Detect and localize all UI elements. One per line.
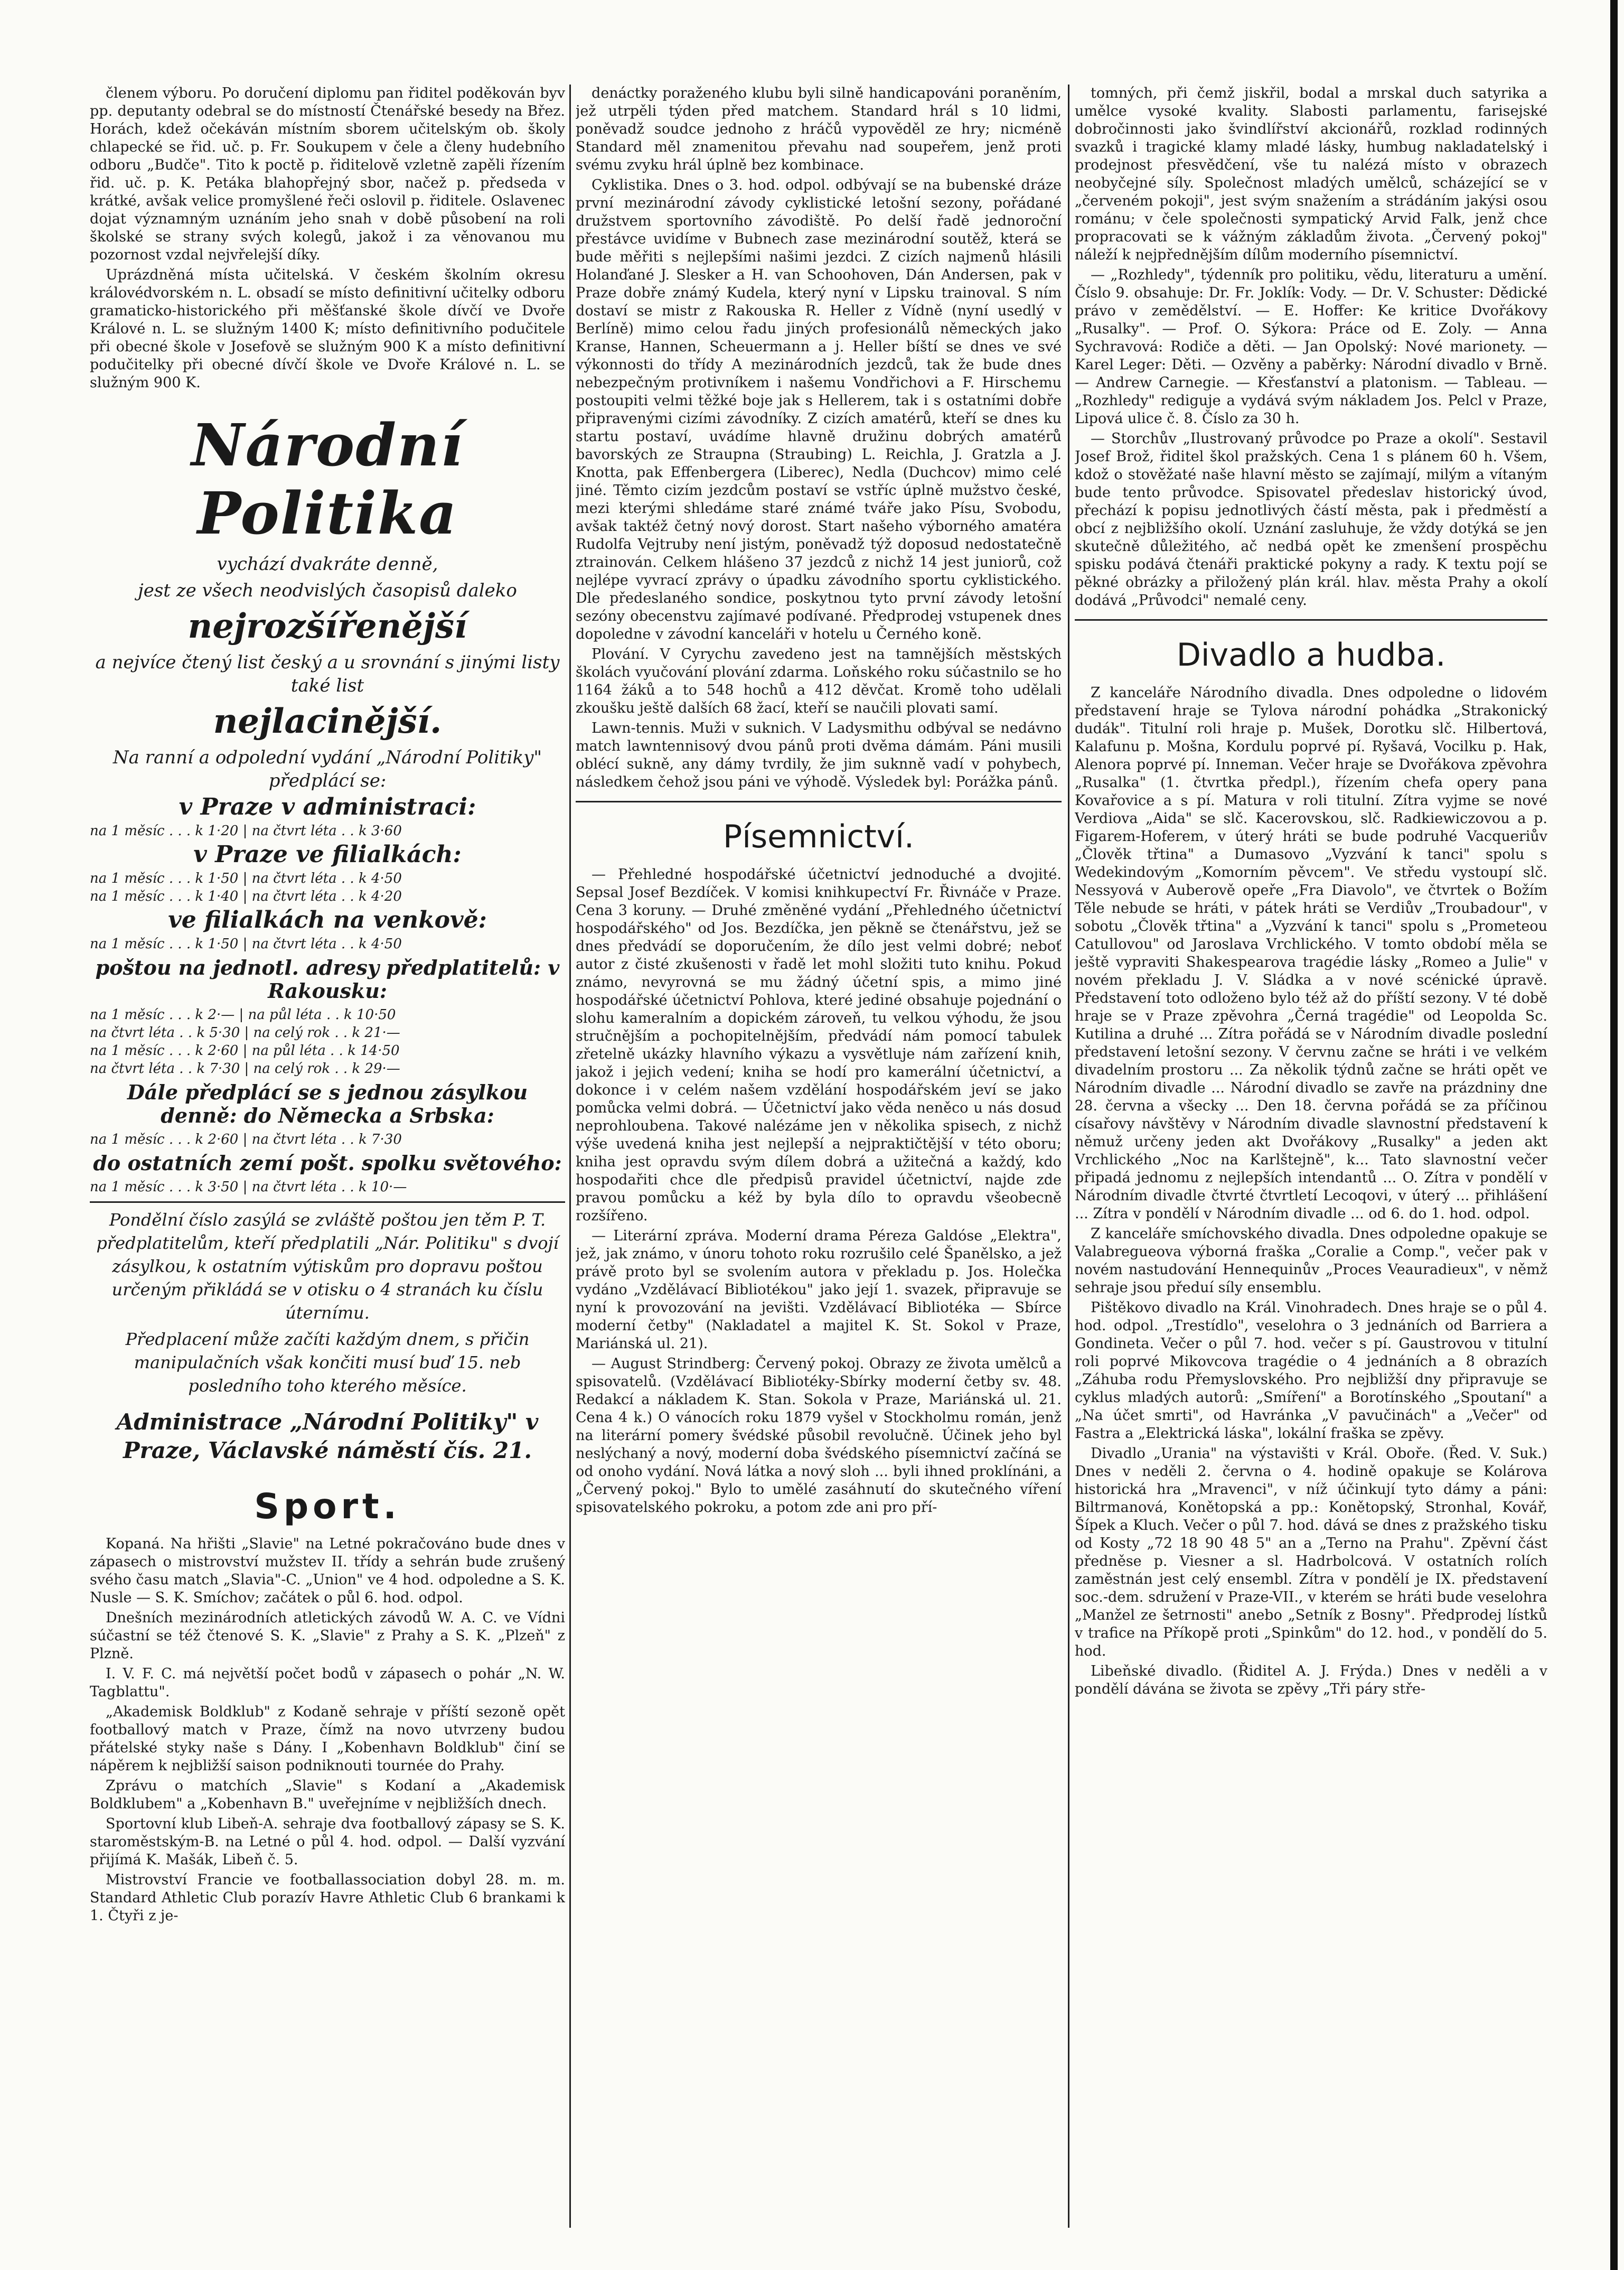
ad-subhead: ve filialkách na venkově: <box>168 907 487 933</box>
paragraph: Pištěkovo divadlo na Král. Vinohradech. Dnes hraje se o půl 4. hod. odpol. „Trestídlo", veselohra o 3 jednáních od Barriera a Gondineta. Večer o půl 7. hod. večer s pí. Gaustrovou v titulní roli poprvé Mikovcova tragédie o 4 jednáních a 8 obrazích „Záhuba rodu Přemyslovského. Pro nejbližší dny připravuje se cyklus mladých autorů: „Smíření" a Borotínského „Spoutaní" a „Na účet smrti", od Havránka „V pavučinách" a „Večer" od Fastra a „Elektrická láska", lokální fraška se zpěvy. <box>1075 1300 1547 1442</box>
paragraph: Dnešních mezinárodních atletických závodů W. A. C. ve Vídni súčastní se též čtenové S. K. „Slavie" z Prahy a S. K. „Plzeň" z Plzně. <box>90 1610 565 1662</box>
ad-line: Na ranní a odpolední vydání „Národní Politiky" předplácí se: <box>112 747 542 791</box>
paragraph: Z kanceláře smíchovského divadla. Dnes odpoledne opakuje se Valabregueova výborná fraška „Coralie a Comp.", večer pak v novém nastudování Hennequinův „Proces Veauradieux", v němž sehraje jsou předuí síly ensemblu. <box>1075 1226 1547 1296</box>
ad-footer: Pondělní číslo zasýlá se zvláště poštou jen těm P. T. předplatitelům, kteří předplatili „Nár. Politiku" s dvojí zásylkou, k ostatním výtiskům pro dopravu poštou určeným přikládá se v otisku o 4 stranách ku číslu úternímu. <box>96 1210 559 1323</box>
paragraph: Sportovní klub Libeň-A. sehraje dva footballový zápasy se S. K. staroměstským-B. na Letné o půl 4. hod. odpol. — Další vyzvání přijímá K. Mašák, Libeň č. 5. <box>90 1816 565 1868</box>
price-row: na čtvrt léta . . k 5·30 | na celý rok . . k 21·— <box>90 1025 400 1041</box>
paragraph: Zprávu o matchích „Slavie" s Kodaní a „Akademisk Boldklubem" a „Kobenhavn B." uveřejníme v nejbližších dnech. <box>90 1778 565 1812</box>
paragraph: denáctky poraženého klubu byli silně handicapováni poraněním, jež utrpěli týden před matchem. Standard hrál s 10 lidmi, poněvadž soudce jednoho z hráčů vypověděl ze hry; nicméně Standard měl znamenitou převahu nad soupeřem, jenž proti svému zvyku hrál úplně bez kombinace. <box>576 85 1062 173</box>
paragraph: — Storchův „Ilustrovaný průvodce po Praze a okolí". Sestavil Josef Brož, řiditel škol pražských. Cena 1 s plánem 60 h. Všem, kdož o stověžaté naše hlavní město se zajímají, milým a vítaným bude tento průvodce. Spisovatel předeslav historický úvod, přechází k popisu jednotlivých částí města, pak i předměstí a obcí z nejbližšího okolí. Uznání zasluhuje, že vždy dotýká se jen skutečně důležitého, ač nedbá opět ke zmenšení prospěchu spisku podává čtenáři praktické pokyny a rady. K textu pojí se pěkné obrázky a přiložený plán král. hlav. města Prahy a okolí dodává „Průvodci" nemalé ceny. <box>1075 431 1547 609</box>
ad-subhead: v Praze v administraci: <box>179 793 476 820</box>
paragraph: Libeňské divadlo. (Řiditel A. J. Frýda.) Dnes v neděli a v pondělí dávána se života se zpěvy „Tři páry stře- <box>1075 1663 1547 1697</box>
paragraph: I. V. F. C. má největší počet bodů v zápasech o pohár „N. W. Tagblattu". <box>90 1666 565 1700</box>
price-row: na 1 měsíc . . . k 3·50 | na čtvrt léta . . k 10·— <box>90 1179 407 1195</box>
ad-headline: nejrozšířenější <box>187 606 467 646</box>
ad-footer: Předplacení může začíti každým dnem, s přičin manipulačních však končiti musí buď 15. neb posledního toho kterého měsíce. <box>125 1329 530 1396</box>
ad-headline: nejlacinější. <box>213 702 442 741</box>
writing-heading: Písemnictví. <box>723 818 914 855</box>
ad-banner: Národní Politika <box>191 411 464 547</box>
sport-heading: Sport. <box>254 1486 401 1527</box>
ad-subhead: poštou na jednotl. adresy předplatitelů: v Rakousku: <box>95 956 560 1003</box>
column-rule-2 <box>1068 85 1069 2228</box>
theatre-heading: Divadlo a hudba. <box>1176 637 1446 674</box>
column-rule-1 <box>569 85 571 2228</box>
paragraph: Kopaná. Na hřišti „Slavie" na Letné pokračováno bude dnes v zápasech o mistrovství mužstev II. třídy a sehrán bude zrušený svého času match „Slavia"-C. „Union" ve 4 hod. odpoledne a S. K. Nusle — S. K. Smíchov; začátek o půl 6. hod. odpol. <box>90 1536 565 1606</box>
ad-line: vychází dvakráte denně, <box>217 554 438 575</box>
divider <box>1075 619 1547 621</box>
ad-line: a nejvíce čtený list český a u srovnání s jinými listy také list <box>95 652 560 696</box>
paragraph: Mistrovství Francie ve footballassociation dobyl 28. m. m. Standard Athletic Club porazív Havre Athletic Club 6 brankami k 1. Čtyři z je- <box>90 1872 565 1924</box>
paragraph: Z kanceláře Národního divadla. Dnes odpoledne o lidovém představení hraje se Tylova národní pohádka „Strakonický dudák". Titulní roli hraje p. Mušek, Dorotku slč. Hilbertová, Kalafunu p. Mošna, Kordulu poprvé pí. Ryšavá, Vocilku p. Hak, Alenora poprvé pí. Inneman. Večer hraje se Dvořákova zpěvohra „Rusalka" (1. čtvrtka předpl.), řízením chefa opery pana Kovařovice a s pí. Matura v roli titulní. Zítra vyjme se nové Verdiova „Aida" se slč. Kacerovskou, slč. Radkiewiczovou a p. Figarem-Hoferem, v úterý hráti se bude podruhé Vacqueriův „Člověk třtina" a Dumasovo „Vyzvání k tanci" spolu s Wedekindovým „Komorním pěvcem". Ve středu vystoupí slč. Nessyová v Auberově opeře „Fra Diavolo", ve čtvrtek o Božím Těle nebude se hráti, v pátek hráti se Verdiův „Troubadour", v sobotu „Člověk třtina" a „Vyzvání k tanci" spolu s „Prometeou Catullovou" od Jaroslava Vrchlického. V tomto období měla se ještě vypraviti Shakespearova tragédie lásky „Romeo a Julie" v novém překladu J. V. Sládka a v nové scénické úpravě. Představení toto odloženo bylo též až do příští sezony. V té době hraje se v Praze zpěvohra „Černá tragédie" od Leopolda Sc. Kutilina a druhé ... Zítra pořádá se v Národním divadle poslední představení letošní sezony. V červnu začne se hráti i ve velkém divadelním prostoru ... Za několik týdnů začne se hráti opět ve Národním divadle ... Národní divadlo se zavře na prázdniny dne 28. června a všecky ... Den 18. června pořádá se za příčinou císařovy návštěvy v Národním divadle slavnostní představení k němuž určeny jeden akt Dvořákovy „Rusalky" a jeden akt Vrchlického „Noc na Karlštejně", k... Tato slavnostní večer připadá jednomu z nejlepších intendantů ... O. Zítra v pondělí v Národním divadle čtvrté čtvrtletí Lecoqovi, v úterý ... přihlášení ... Zítra v pondělí v Národním divadle ... od 6. do 1. hod. odpol. <box>1075 685 1547 1222</box>
column-3 <box>1075 85 1547 2238</box>
ad-administration: Administrace „Národní Politiky" v Praze, Václavské náměstí čís. 21. <box>116 1409 539 1463</box>
divider <box>90 1201 565 1203</box>
price-row: na 1 měsíc . . . k 1·50 | na čtvrt léta . . k 4·50 <box>90 936 402 952</box>
paragraph: členem výboru. Po doručení diplomu pan řiditel poděkován byv pp. deputanty odebral se do místností Čtenářské besedy na Břez. Horách, kdež očekáván místním sborem učitelským ob. školy chlapecké se řid. uč. p. Fr. Soukupem v čele a členy hudebního odboru „Budče". Tito k poctě p. řiditelově vzletně zapěli řízením řid. uč. p. K. Petáka blahopřejný sbor, načež p. předseda v krátké, avšak velice promyšlené řeči oslovil p. řiditele. Oslavenec dojat významným uznáním jeho snah v době působení na roli školské se strany svých kolegů, jakož i za věnovanou mu pozornost vzdal nejvřelejší díky. <box>90 85 565 263</box>
price-row: na 1 měsíc . . . k 2·60 | na čtvrt léta . . k 7·30 <box>90 1132 402 1147</box>
paragraph: Plování. V Cyrychu zavedeno jest na tamnějších městských školách vyučování plování zdarma. Loňského roku súčastnilo se ho 1164 žáků a to 548 hochů a 412 děvčat. Kromě toho udělali zkoušku ještě dalších 68 žací, kteří se naučili plovati samí. <box>576 646 1062 716</box>
ad-line: jest ze všech neodvislých časopisů daleko <box>138 580 517 601</box>
price-row: na 1 měsíc . . . k 2·— | na půl léta . . k 10·50 <box>90 1007 396 1023</box>
divider <box>576 801 1062 802</box>
paragraph: „Akademisk Boldklub" z Kodaně sehraje v příští sezoně opět footballový match v Praze, čímž na novo utvrzeny budou přátelské styky naše s Dány. I „Kobenhavn Boldklub" činí se nápěrem k nejbližší saison podniknouti tournée do Prahy. <box>90 1704 565 1774</box>
column-1 <box>90 85 565 2238</box>
price-row: na 1 měsíc . . . k 2·60 | na půl léta . . k 14·50 <box>90 1043 400 1059</box>
paragraph: — Literární zpráva. Moderní drama Péreza Galdóse „Elektra", jež, jak známo, v únoru tohoto roku rozrušilo celé Španělsko, a jež právě proto byl se svolením autora v překladu p. Jos. Holečka vydáno „Vzdělávací Bibliotékou" jako její 1. svazek, připravuje se nyní k provozování na jevišti. Vzdělávací Bibliotéka — Sbírce moderní četby" (Nakladatel a majitel K. St. Sokol v Praze, Mariánská ul. 21). <box>576 1228 1062 1352</box>
paragraph: Divadlo „Urania" na výstavišti v Král. Oboře. (Řed. V. Suk.) Dnes v neděli 2. června o 4. hodině opakuje se Kolárova historická hra „Mravenci", v níž účinkují tyto dámy a páni: Biltrmanová, Konětopská a pp.: Konětopský, Stronhal, Kovář, Šípek a Kluch. Večer o půl 7. hod. dává se dnes z pražského tisku od Kosty „72 18 90 48 5" an a „Terno na Prahu". Zpěvní část předněse p. Viesner a sl. Hadrbolcová. V ostatních rolích zaměstnán jest celý ensembl. Zítra v pondělí je IX. představení soc.-dem. sdružení v Praze-VII., v kterém se hráti bude veselohra „Manžel ze šetrnosti" anebo „Setník z Bosny". Předprodej lístků v trafice na Příkopě proti „Spinkům" do 12. hod., v pondělí do 5. hod. <box>1075 1445 1547 1659</box>
subscription-ad <box>90 411 565 1465</box>
paragraph: Lawn-tennis. Muži v suknich. V Ladysmithu odbýval se nedávno match lawntennisový dvou pánů proti dvěma dámám. Páni musili oblécí sukně, any dámy tvrdily, že jim suknně vadí v pohybech, následkem čehož jsou páni ve výhodě. Výsledek byl: Porážka pánů. <box>576 720 1062 790</box>
ad-subhead: v Praze ve filialkách: <box>193 841 462 868</box>
ad-subhead: Dále předplácí se s jednou zásylkou denně: do Německa a Srbska: <box>127 1080 528 1127</box>
ad-subhead: do ostatních zemí pošt. spolku světového: <box>93 1151 562 1175</box>
price-row: na čtvrt léta . . k 7·30 | na celý rok . . k 29·— <box>90 1061 400 1077</box>
paragraph: — August Strindberg: Červený pokoj. Obrazy ze života umělců a spisovatelů. (Vzdělávací Bibliotéky-Sbírky moderní četby sv. 48. Redakcí a nákladem K. Stan. Sokola v Praze, Mariánská ul. 21. Cena 4 k.) O vánocích roku 1879 vyšel v Stockholmu román, jenž na literární pomery švédské působil revolučně. Účinek jeho byl neslýchaný a nový, moderní doba švédského písemnictví začíná se od onoho vydání. Nová látka a nový sloh ... byli ihned proklínáni, a „Červený pokoj." Bylo to umělé zasáhnutí do skutečného víření spisovatelského pokroku, a potom zde ani pro pří- <box>576 1356 1062 1516</box>
column-2 <box>576 85 1062 2238</box>
price-row: na 1 měsíc . . . k 1·50 | na čtvrt léta . . k 4·50 <box>90 871 402 886</box>
paragraph: tomných, při čemž jiskřil, bodal a mrskal duch satyrika a umělce vysoké kvality. Slabosti parlamentu, farisejské dobročinnosti jako švindlířství akcionářů, rozklad rodinných svazků i tragické klamy mladé lásky, humbug nakladatelský i prodejnost přesvědčení, vše tu nalézá místo v obrazech neobyčejné síly. Společnost mladých umělců, scházející se v „červeném pokoji", jest svým snažením a strádáním jakýsi osou románu; v čele společnosti sympatický Arvid Falk, jenž chce propracovati se k vážným základům života. „Červený pokoj" náleží k nejpřednějším dílům moderního písemnictví. <box>1075 85 1547 263</box>
price-row: na 1 měsíc . . . k 1·20 | na čtvrt léta . . k 3·60 <box>90 823 402 839</box>
paragraph: — „Rozhledy", týdenník pro politiku, vědu, literaturu a umění. Číslo 9. obsahuje: Dr. Fr. Joklík: Vody. — Dr. V. Schuster: Dědické právo v zemědělství. — E. Hoffer: Ke kritice Dvořákovy „Rusalky". — Prof. O. Sýkora: Práce od E. Zoly. — Anna Sychravová: Rodiče a děti. — Jan Opolský: Nové marionety. — Karel Leger: Děti. — Ozvěny a paběrky: Národní divadlo v Brně. — Andrew Carnegie. — Křesťanství a platonism. — Tableau. — „Rozhledy" rediguje a vydává svým nákladem Jos. Pelcl v Praze, Lipová ulice č. 8. Číslo za 30 h. <box>1075 267 1547 427</box>
paragraph: — Přehledné hospodářské účetnictví jednoduché a dvojité. Sepsal Josef Bezdíček. V komisi knihkupectví Fr. Řivnáče v Praze. Cena 3 koruny. — Druhé změněné vydání „Přehledného účetnictví hospodářského" od Jos. Bezdíčka, jen pěkně se čtenářstvu, jež se dnes předvádí se doporučením, že dílo jest velmi dobré; neboť autor z čisté zkušenosti v řadě let mohl složiti tuto knihu. Pokud známo, nevyrovná se mu žádný účetní spis, a mimo jiné hospodářské účetnictví Pohlova, které jediné obsahuje pojednání o slohu kameralním a dopickém zároveň, tu velkou výhodu, že jsou stručnějším a pochopitelnějším, předvádí nám pomocí tabulek zřetelně ukázky hlavního výkazu a vysvětluje nám zařízení knih, jakož i jejich vedení; kniha se hodí pro kamerální účetnictví, a dokonce i v celém našem vzdělání hospodářském jeví se jako pomůcka velmi dobrá. — Účetnictví jako věda neněco u nás dosud neprohloubena. Takové nalézáme jen v několika spisech, z nichž výše uvedená kniha jest nejlepší a nejpraktičtější v této oboru; kniha jest opravdu svým dílem dobrá a užitečná a každý, kdo hospodařiti chce dle předpisů pravidel účetnictví, najde zde pravou pomůcku a kéž by byla dílo to opravdu všeobecně rozšířeno. <box>576 866 1062 1224</box>
paragraph: Cyklistika. Dnes o 3. hod. odpol. odbývají se na bubenské dráze první mezinárodní závody cyklistické letošní sezony, pořádané družstvem sportovního závodiště. Po delší řadě jednoroční přestávce uvidíme v Bubnech zase mezinárodní soutěž, která se bude měřiti s nejlepšími našimi jezdci. Z cizích najmenů hlásili Holanďané J. Slesker a H. van Schoohoven, Dán Andersen, pak v Praze dobře známý Kudela, který nyní v Lipsku trainoval. S ním dostaví se mistr z Rakouska R. Heller z Vídně (nyní usedlý v Berlíně) mimo celou řadu jiných profesionálů německých jako Kranse, Hannen, Scheuermann a j. Heller bíští se dnes ve své výkonnosti do třídy A mezinárodních jezdců, tak že bude dnes nebezpečným protivníkem i našemu Vondřichovi a F. Hirschemu postoupiti velmi těžké boje jak s Hellerem, tak i s ostatními dobře připravenými cizími závodníky. Z cizích amatérů, kteří se dnes ku startu postaví, uvádíme hlavně družinu dobrých amatérů bavorských ze Straupna (Straubing) L. Reichla, J. Gratzla a J. Knotta, pak Effenbergera (Liberec), Nedla (Duchcov) mimo celé jiné. Těmto cizím jezdcům postaví se vstříc úplně mužstvo české, mezi kterými shledáme staré známé tváře jako Písu, Svobodu, avšak taktéž četný nový dorost. Start našeho výborného amatéra Rudolfa Vejtruby není jistým, poněvadž týž doposud nedostatečně ztrainován. Celkem hlášeno 37 jezdců z nichž 14 jest juniorů, což nejlépe vyvrací zprávy o úpadku závodního sportu cyklistického. Dle předeslaného sondice, poskytnou tyto první závody letošní sezóny obecenstvu zajímavé podívané. Předprodej vstupenek dnes dopoledne v závodní kanceláři v hotelu u Černého koně. <box>576 177 1062 642</box>
paragraph: Uprázdněná místa učitelská. V českém školním okresu královédvorském n. L. obsadí se místo definitivní učitelky odboru gramaticko-historického při měšťanské škole dívčí ve Dvoře Králové n. L. se služným 1400 K; místo definitivního podučitele při obecné škole v Josefově se služným 900 K a místo definitivní podučitelky při obecné dívčí škole ve Dvoře Králové n. L. se služným 900 K. <box>90 267 565 391</box>
price-row: na 1 měsíc . . . k 1·40 | na čtvrt léta . . k 4·20 <box>90 889 402 904</box>
page-edge <box>1610 0 1618 2270</box>
